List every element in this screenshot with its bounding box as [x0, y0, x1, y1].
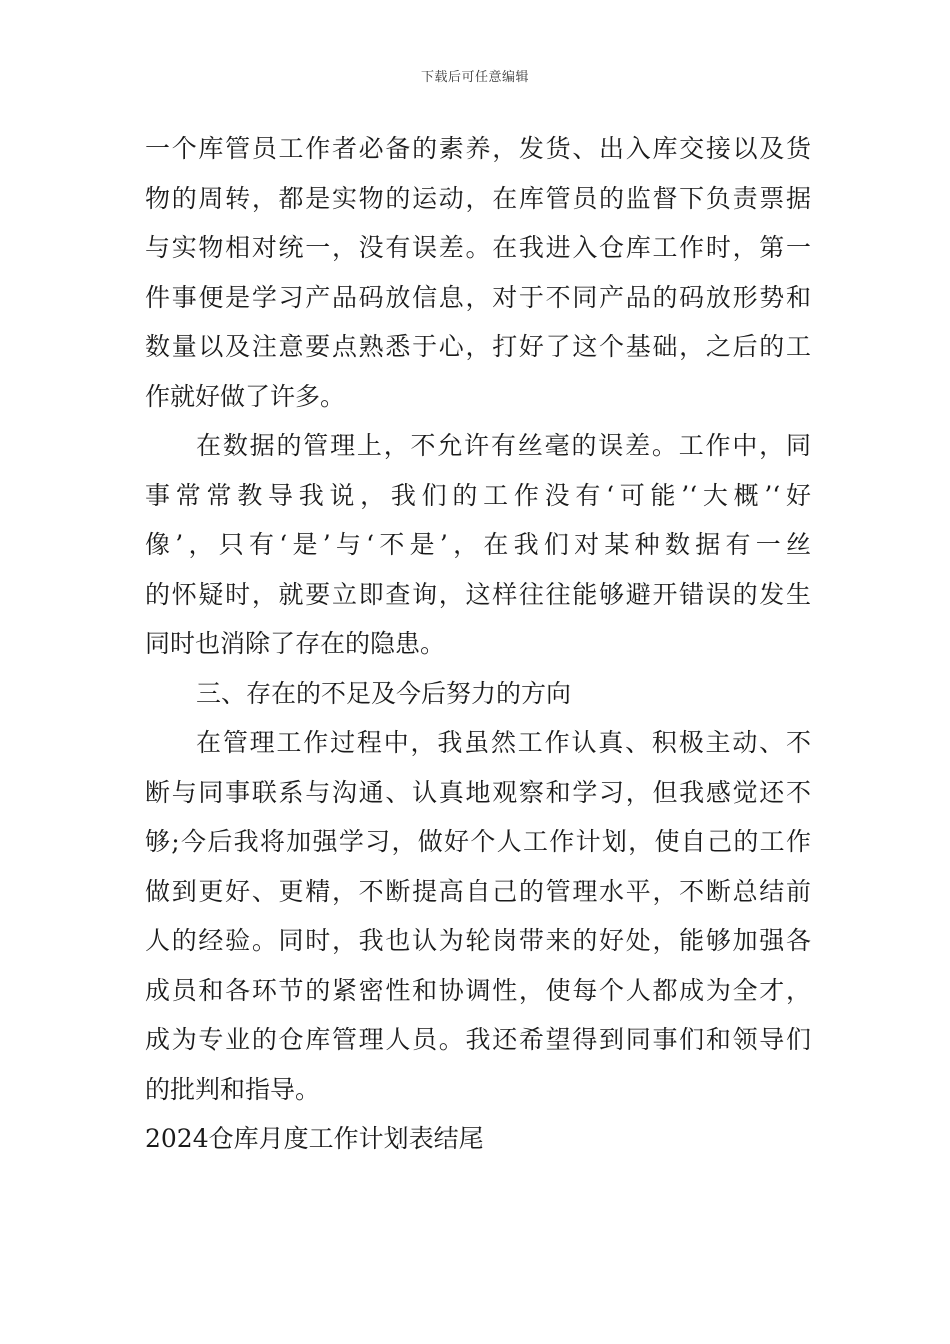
text-line: 数量以及注意要点熟悉于心，打好了这个基础，之后的工: [145, 332, 811, 361]
document-body: [145, 124, 811, 1164]
section-heading: 三、存在的不足及今后努力的方向: [196, 678, 572, 708]
text-line: 成为专业的仓库管理人员。我还希望得到同事们和领导们: [145, 1025, 811, 1054]
text-line: 件事便是学习产品码放信息，对于不同产品的码放形势和: [145, 282, 811, 312]
document-footer-title: 2024仓库月度工作计划表结尾: [145, 1124, 484, 1153]
text-line: 物的周转，都是实物的运动，在库管员的监督下负责票据: [145, 183, 811, 213]
text-line: 一个库管员工作者必备的素养，发货、出入库交接以及货: [145, 134, 811, 163]
text-line: 的怀疑时，就要立即查询，这样往往能够避开错误的发生: [145, 579, 811, 609]
paragraph-first-line: 在数据的管理上，不允许有丝毫的误差。工作中，同: [196, 431, 811, 460]
text-line: 够;今后我将加强学习，做好个人工作计划，使自己的工作: [145, 827, 811, 856]
text-line: 的批判和指导。: [145, 1074, 321, 1104]
text-line: 与实物相对统一，没有误差。在我进入仓库工作时，第一: [145, 233, 811, 262]
text-line: 事常常教导我说，我们的工作没有‘可能’‘大概’‘好: [145, 480, 811, 510]
text-line: 成员和各环节的紧密性和协调性，使每个人都成为全才，: [145, 975, 811, 1005]
text-line: 作就好做了许多。: [145, 381, 346, 411]
text-line: 像’，只有‘是’与‘不是’，在我们对某种数据有一丝: [145, 530, 811, 559]
page-header-note: 下载后可任意编辑: [420, 70, 529, 85]
text-line: 人的经验。同时，我也认为轮岗带来的好处，能够加强各: [145, 926, 811, 955]
paragraph-first-line: 在管理工作过程中，我虽然工作认真、积极主动、不: [196, 728, 811, 757]
text-line: 同时也消除了存在的隐患。: [145, 629, 446, 658]
text-line: 做到更好、更精，不断提高自己的管理水平，不断总结前: [145, 876, 811, 906]
text-line: 断与同事联系与沟通、认真地观察和学习，但我感觉还不: [145, 777, 811, 807]
